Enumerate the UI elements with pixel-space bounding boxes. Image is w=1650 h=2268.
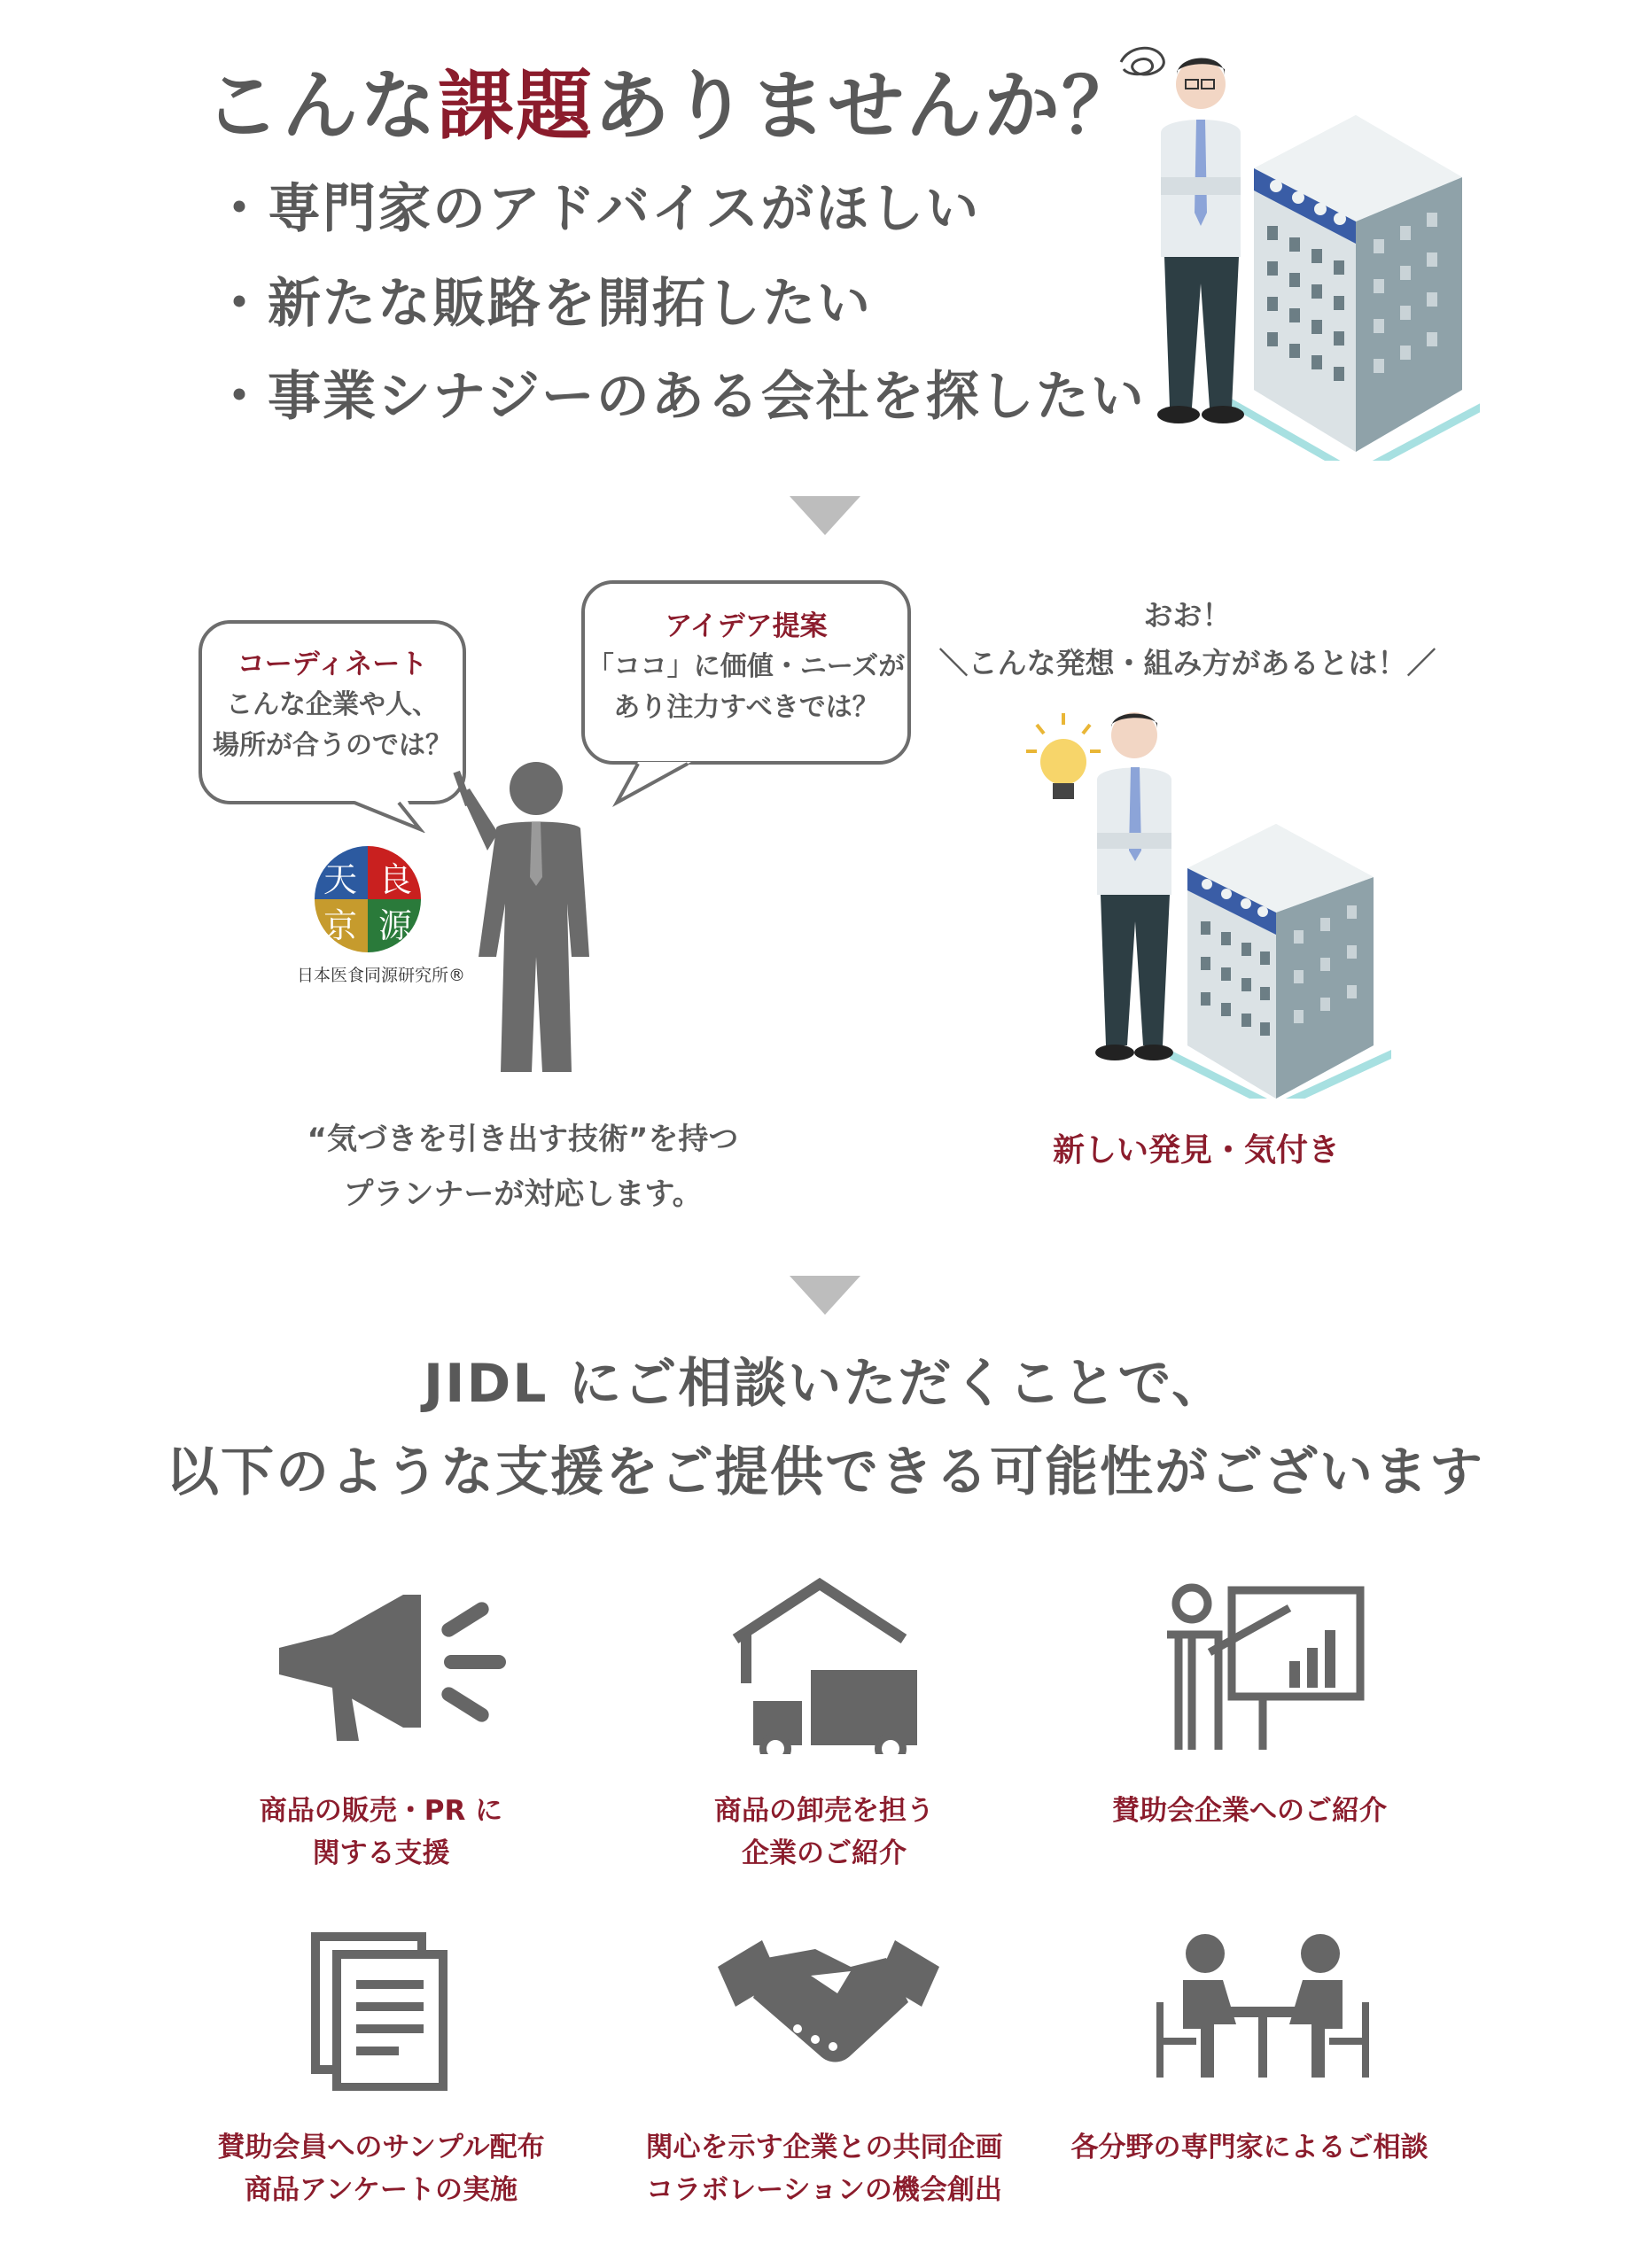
service-label: [204, 2126, 558, 2211]
label-line: 商品の販売・PR に: [259, 1795, 503, 1827]
label-line: コラボレーションの機会創出: [646, 2174, 1002, 2206]
problem-item: ・事業シナジーのある会社を探したい: [213, 366, 1146, 428]
office-building-icon: [1232, 115, 1480, 461]
idea-speech-bubble: [581, 580, 911, 765]
delivery-truck-icon: [727, 1577, 930, 1754]
heading-line: JIDL にご相談いただくことで、: [423, 1353, 1227, 1415]
problem-item: ・新たな販路を開拓したい: [213, 273, 872, 335]
problem-item: ・専門家のアドバイスがほしい: [213, 178, 981, 240]
worry-scribble-icon: [1121, 48, 1164, 74]
bubble-title: アイデア提案: [665, 610, 828, 642]
label-line: 賛助会企業へのご紹介: [1112, 1795, 1387, 1827]
businessman-figure: [1095, 712, 1173, 1060]
bubble-line: 場所が合うのでは？: [213, 730, 452, 761]
businessman-figure: [1157, 58, 1244, 423]
support-heading: [0, 1340, 1650, 1517]
presentation-icon: [1156, 1581, 1369, 1759]
bubble-title: コーディネート: [237, 649, 428, 680]
reaction-line: ＼こんな発想・組み方があるとは！／: [938, 646, 1436, 680]
idea-businessman-illustration: [1019, 709, 1400, 1099]
label-line: 賛助会員へのサンプル配布: [217, 2132, 545, 2163]
reaction-text: [930, 592, 1444, 687]
caption-line: “気づきを引き出す技術”を持つ: [307, 1122, 739, 1157]
handshake-icon: [718, 1931, 939, 2073]
caption-line: プランナーが対応します。: [343, 1177, 703, 1212]
lightbulb-icon: [1026, 713, 1101, 799]
heading-line: 以下のような支援をご提供できる可能性がございます: [166, 1441, 1484, 1503]
office-building-icon: [1170, 824, 1391, 1099]
bubble-tail: [346, 780, 425, 833]
thinking-businessman-illustration: [1108, 35, 1480, 461]
label-line: 商品アンケートの実施: [244, 2174, 518, 2206]
label-line: 企業のご紹介: [742, 1837, 907, 1869]
service-label: [204, 1790, 558, 1875]
label-line: 関する支援: [312, 1837, 450, 1869]
document-icon: [310, 1931, 452, 2091]
bubble-tail: [611, 741, 700, 812]
coordinate-speech-bubble: [198, 620, 466, 804]
jidl-logo: [297, 842, 466, 986]
service-label: [1055, 2126, 1444, 2169]
logo-mark: [301, 842, 434, 957]
planner-silhouette-illustration: [443, 753, 620, 1081]
bubble-line: 「ココ」に価値・ニーズが: [587, 651, 906, 682]
service-label: [1072, 1790, 1427, 1832]
logo-char: 良: [377, 860, 413, 899]
bubble-line: こんな企業や人、: [226, 689, 439, 720]
label-line: 関心を示す企業との共同企画: [645, 2132, 1003, 2163]
down-arrow-icon: [790, 1276, 860, 1315]
bubble-line: あり注力すべきでは？: [613, 692, 879, 723]
logo-char: 天: [323, 860, 358, 899]
logo-char: 源: [377, 906, 413, 945]
meeting-icon: [1152, 1931, 1374, 2082]
down-arrow-icon: [790, 496, 860, 535]
label-line: 商品の卸売を担う: [714, 1795, 934, 1827]
problems-title: こんな課題ありませんか？: [204, 62, 1140, 151]
label-line: 各分野の専門家によるご相談: [1070, 2132, 1428, 2163]
megaphone-icon: [270, 1577, 527, 1754]
service-label: [647, 1790, 1001, 1875]
logo-caption: 日本医食同源研究所®: [297, 966, 466, 985]
discovery-caption: 新しい発見・気付き: [1052, 1132, 1340, 1169]
planner-caption: [266, 1112, 780, 1222]
reaction-line: おお！: [1143, 598, 1232, 633]
service-label: [620, 2126, 1028, 2211]
logo-char: 京: [323, 906, 358, 945]
